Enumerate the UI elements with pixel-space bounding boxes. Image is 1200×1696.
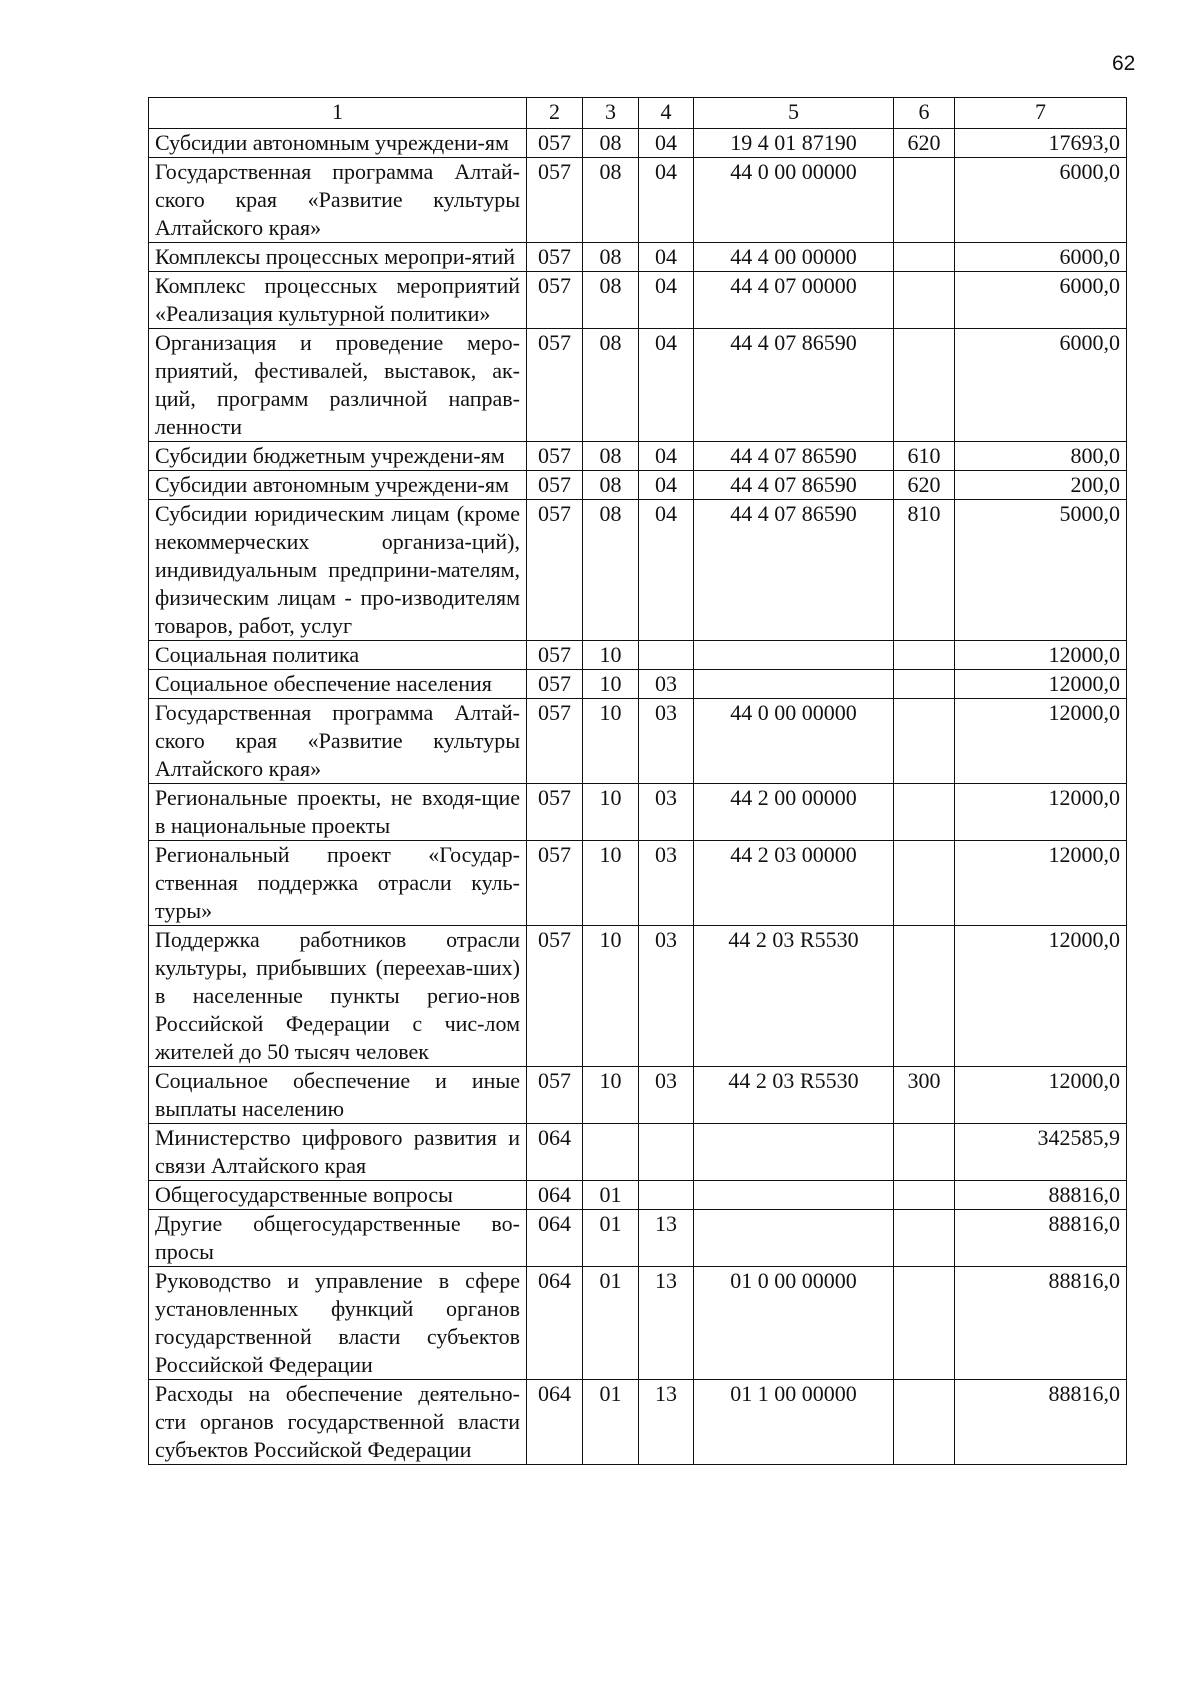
target-article-cell — [694, 1124, 894, 1181]
row-name-cell: Общегосударственные вопросы — [149, 1181, 527, 1210]
ministry-code-cell: 064 — [527, 1380, 583, 1465]
amount-cell: 88816,0 — [955, 1380, 1127, 1465]
expense-type-cell — [894, 243, 955, 272]
expense-type-cell — [894, 926, 955, 1067]
amount-cell: 88816,0 — [955, 1181, 1127, 1210]
section-code-cell: 10 — [583, 699, 639, 784]
table-row — [149, 500, 1127, 641]
amount-cell: 800,0 — [955, 442, 1127, 471]
expense-type-cell — [894, 1124, 955, 1181]
table-row — [149, 129, 1127, 158]
amount-cell: 12000,0 — [955, 1067, 1127, 1124]
amount-cell: 6000,0 — [955, 272, 1127, 329]
ministry-code-cell: 057 — [527, 243, 583, 272]
table-row — [149, 243, 1127, 272]
row-name-cell: Субсидии юридическим лицам (кроме некоммерческих организа-ций), индивидуальным предприни-мателям, физическим лицам - про-изводителям товаров, работ, услуг — [149, 500, 527, 641]
amount-cell: 12000,0 — [955, 699, 1127, 784]
expense-type-cell — [894, 1380, 955, 1465]
section-code-cell: 10 — [583, 641, 639, 670]
section-code-cell: 10 — [583, 784, 639, 841]
budget-table — [148, 97, 1127, 1465]
subsection-code-cell: 04 — [639, 442, 694, 471]
row-name-cell: Организация и проведение меро-приятий, фестивалей, выставок, ак-ций, программ различной направ-ленности — [149, 329, 527, 442]
target-article-cell — [694, 1181, 894, 1210]
target-article-cell: 44 4 07 86590 — [694, 442, 894, 471]
subsection-code-cell — [639, 641, 694, 670]
ministry-code-cell: 064 — [527, 1124, 583, 1181]
row-name-cell: Субсидии автономным учреждени-ям — [149, 129, 527, 158]
section-code-cell: 01 — [583, 1181, 639, 1210]
table-row — [149, 272, 1127, 329]
ministry-code-cell: 057 — [527, 158, 583, 243]
expense-type-cell: 810 — [894, 500, 955, 641]
subsection-code-cell: 04 — [639, 158, 694, 243]
section-code-cell: 08 — [583, 442, 639, 471]
section-code-cell: 08 — [583, 329, 639, 442]
ministry-code-cell: 057 — [527, 329, 583, 442]
ministry-code-cell: 057 — [527, 442, 583, 471]
section-code-cell: 01 — [583, 1210, 639, 1267]
subsection-code-cell: 03 — [639, 926, 694, 1067]
table-row — [149, 329, 1127, 442]
section-code-cell: 08 — [583, 272, 639, 329]
row-name-cell: Региональные проекты, не входя-щие в национальные проекты — [149, 784, 527, 841]
ministry-code-cell: 057 — [527, 926, 583, 1067]
row-name-cell: Комплекс процессных мероприятий «Реализация культурной политики» — [149, 272, 527, 329]
subsection-code-cell: 03 — [639, 1067, 694, 1124]
ministry-code-cell: 057 — [527, 129, 583, 158]
expense-type-cell — [894, 1267, 955, 1380]
section-code-cell: 01 — [583, 1380, 639, 1465]
amount-cell: 12000,0 — [955, 784, 1127, 841]
target-article-cell: 44 2 03 00000 — [694, 841, 894, 926]
section-code-cell: 08 — [583, 243, 639, 272]
expense-type-cell — [894, 841, 955, 926]
subsection-code-cell: 03 — [639, 784, 694, 841]
subsection-code-cell: 04 — [639, 500, 694, 641]
ministry-code-cell: 064 — [527, 1210, 583, 1267]
page-number: 62 — [1112, 52, 1136, 75]
subsection-code-cell: 04 — [639, 329, 694, 442]
ministry-code-cell: 057 — [527, 500, 583, 641]
amount-cell: 5000,0 — [955, 500, 1127, 641]
target-article-cell: 01 0 00 00000 — [694, 1267, 894, 1380]
subsection-code-cell: 13 — [639, 1380, 694, 1465]
section-code-cell: 08 — [583, 471, 639, 500]
header-row — [149, 98, 1127, 129]
amount-cell: 342585,9 — [955, 1124, 1127, 1181]
row-name-cell: Министерство цифрового развития и связи Алтайского края — [149, 1124, 527, 1181]
amount-cell: 200,0 — [955, 471, 1127, 500]
ministry-code-cell: 057 — [527, 471, 583, 500]
row-name-cell: Государственная программа Алтай-ского края «Развитие культуры Алтайского края» — [149, 699, 527, 784]
table-row — [149, 442, 1127, 471]
target-article-cell: 44 0 00 00000 — [694, 699, 894, 784]
row-name-cell: Государственная программа Алтай-ского края «Развитие культуры Алтайского края» — [149, 158, 527, 243]
target-article-cell: 44 2 00 00000 — [694, 784, 894, 841]
ministry-code-cell: 057 — [527, 641, 583, 670]
row-name-cell: Социальное обеспечение населения — [149, 670, 527, 699]
table-row — [149, 641, 1127, 670]
amount-cell: 88816,0 — [955, 1267, 1127, 1380]
target-article-cell: 44 2 03 R5530 — [694, 926, 894, 1067]
amount-cell: 12000,0 — [955, 670, 1127, 699]
section-code-cell: 08 — [583, 500, 639, 641]
row-name-cell: Другие общегосударственные во-просы — [149, 1210, 527, 1267]
target-article-cell: 44 4 07 86590 — [694, 471, 894, 500]
row-name-cell: Субсидии автономным учреждени-ям — [149, 471, 527, 500]
subsection-code-cell — [639, 1124, 694, 1181]
section-code-cell — [583, 1124, 639, 1181]
row-name-cell: Социальное обеспечение и иные выплаты населению — [149, 1067, 527, 1124]
ministry-code-cell: 057 — [527, 670, 583, 699]
amount-cell: 6000,0 — [955, 243, 1127, 272]
section-code-cell: 10 — [583, 670, 639, 699]
ministry-code-cell: 057 — [527, 699, 583, 784]
table-row — [149, 1210, 1127, 1267]
amount-cell: 6000,0 — [955, 158, 1127, 243]
row-name-cell: Социальная политика — [149, 641, 527, 670]
header-cell: 1 — [149, 98, 527, 129]
table-row — [149, 1181, 1127, 1210]
table-row — [149, 1267, 1127, 1380]
expense-type-cell: 620 — [894, 471, 955, 500]
target-article-cell: 19 4 01 87190 — [694, 129, 894, 158]
header-cell: 3 — [583, 98, 639, 129]
ministry-code-cell: 064 — [527, 1181, 583, 1210]
ministry-code-cell: 057 — [527, 841, 583, 926]
table-row — [149, 699, 1127, 784]
table-row — [149, 158, 1127, 243]
row-name-cell: Региональный проект «Государ-ственная поддержка отрасли куль-туры» — [149, 841, 527, 926]
header-cell: 6 — [894, 98, 955, 129]
target-article-cell — [694, 670, 894, 699]
expense-type-cell: 300 — [894, 1067, 955, 1124]
target-article-cell: 44 4 07 86590 — [694, 500, 894, 641]
subsection-code-cell — [639, 1181, 694, 1210]
amount-cell: 6000,0 — [955, 329, 1127, 442]
table-row — [149, 1124, 1127, 1181]
expense-type-cell — [894, 272, 955, 329]
section-code-cell: 01 — [583, 1267, 639, 1380]
expense-type-cell — [894, 641, 955, 670]
header-cell: 4 — [639, 98, 694, 129]
target-article-cell: 44 4 07 00000 — [694, 272, 894, 329]
table-row — [149, 1067, 1127, 1124]
target-article-cell: 44 4 00 00000 — [694, 243, 894, 272]
section-code-cell: 10 — [583, 1067, 639, 1124]
target-article-cell: 44 4 07 86590 — [694, 329, 894, 442]
section-code-cell: 08 — [583, 129, 639, 158]
subsection-code-cell: 04 — [639, 243, 694, 272]
target-article-cell — [694, 1210, 894, 1267]
table-row — [149, 1380, 1127, 1465]
subsection-code-cell: 04 — [639, 129, 694, 158]
subsection-code-cell: 04 — [639, 272, 694, 329]
header-cell: 5 — [694, 98, 894, 129]
ministry-code-cell: 057 — [527, 784, 583, 841]
table-row — [149, 841, 1127, 926]
table-row — [149, 670, 1127, 699]
subsection-code-cell: 13 — [639, 1210, 694, 1267]
subsection-code-cell: 03 — [639, 699, 694, 784]
expense-type-cell: 610 — [894, 442, 955, 471]
subsection-code-cell: 13 — [639, 1267, 694, 1380]
table-row — [149, 784, 1127, 841]
row-name-cell: Субсидии бюджетным учреждени-ям — [149, 442, 527, 471]
header-cell: 7 — [955, 98, 1127, 129]
row-name-cell: Расходы на обеспечение деятельно-сти органов государственной власти субъектов Российской Федерации — [149, 1380, 527, 1465]
amount-cell: 17693,0 — [955, 129, 1127, 158]
subsection-code-cell: 03 — [639, 841, 694, 926]
expense-type-cell — [894, 1181, 955, 1210]
section-code-cell: 10 — [583, 926, 639, 1067]
row-name-cell: Комплексы процессных меропри-ятий — [149, 243, 527, 272]
table-row — [149, 471, 1127, 500]
ministry-code-cell: 057 — [527, 272, 583, 329]
ministry-code-cell: 064 — [527, 1267, 583, 1380]
expense-type-cell — [894, 699, 955, 784]
target-article-cell: 01 1 00 00000 — [694, 1380, 894, 1465]
table-row — [149, 926, 1127, 1067]
amount-cell: 88816,0 — [955, 1210, 1127, 1267]
amount-cell: 12000,0 — [955, 926, 1127, 1067]
row-name-cell: Поддержка работников отрасли культуры, прибывших (переехав-ших) в населенные пункты регио-нов Российской Федерации с чис-лом жителей до 50 тысяч человек — [149, 926, 527, 1067]
subsection-code-cell: 04 — [639, 471, 694, 500]
amount-cell: 12000,0 — [955, 641, 1127, 670]
expense-type-cell — [894, 670, 955, 699]
expense-type-cell: 620 — [894, 129, 955, 158]
header-cell: 2 — [527, 98, 583, 129]
section-code-cell: 10 — [583, 841, 639, 926]
expense-type-cell — [894, 1210, 955, 1267]
row-name-cell: Руководство и управление в сфере установленных функций органов государственной власти субъектов Российской Федерации — [149, 1267, 527, 1380]
expense-type-cell — [894, 329, 955, 442]
target-article-cell: 44 0 00 00000 — [694, 158, 894, 243]
section-code-cell: 08 — [583, 158, 639, 243]
target-article-cell — [694, 641, 894, 670]
ministry-code-cell: 057 — [527, 1067, 583, 1124]
subsection-code-cell: 03 — [639, 670, 694, 699]
amount-cell: 12000,0 — [955, 841, 1127, 926]
target-article-cell: 44 2 03 R5530 — [694, 1067, 894, 1124]
expense-type-cell — [894, 158, 955, 243]
expense-type-cell — [894, 784, 955, 841]
